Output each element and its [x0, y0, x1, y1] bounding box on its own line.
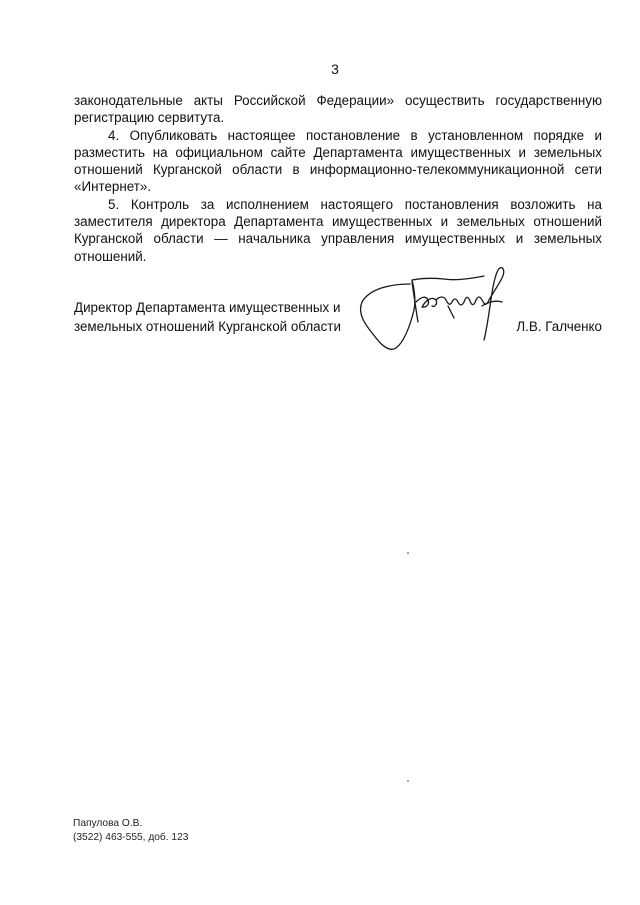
signer-title-line-1: Директор Департамента имущественных и — [74, 300, 341, 315]
executor-phone: (3522) 463-555, доб. 123 — [73, 831, 189, 843]
paragraph-item-5: 5. Контроль за исполнением настоящего постановления возложить на заместителя директора Департамента имущественных и земельных отношений Курганской области — начальника управления имущественных и земельных отношений. — [74, 196, 602, 264]
paragraph-item-4: 4. Опубликовать настоящее постановление в установленном порядке и разместить на официальном сайте Департамента имущественных и земельных отношений Курганской области в информационно-телекоммуникационной сети «Интернет». — [74, 127, 602, 195]
signer-title-line-2: земельных отношений Курганской области — [74, 319, 341, 334]
signer-name: Л.В. Галченко — [516, 319, 602, 334]
paragraph-continuation: законодательные акты Российской Федерации» осуществить государственную регистрацию сервитута. — [74, 93, 602, 126]
signer-title — [74, 298, 364, 336]
scan-speck — [407, 552, 409, 554]
handwritten-signature-icon — [352, 266, 530, 366]
scan-speck — [407, 780, 409, 782]
signature-block — [74, 298, 602, 378]
executor-info — [73, 817, 188, 844]
executor-name: Папулова О.В. — [73, 818, 143, 829]
page-number: 3 — [331, 61, 339, 77]
document-body — [74, 92, 602, 265]
